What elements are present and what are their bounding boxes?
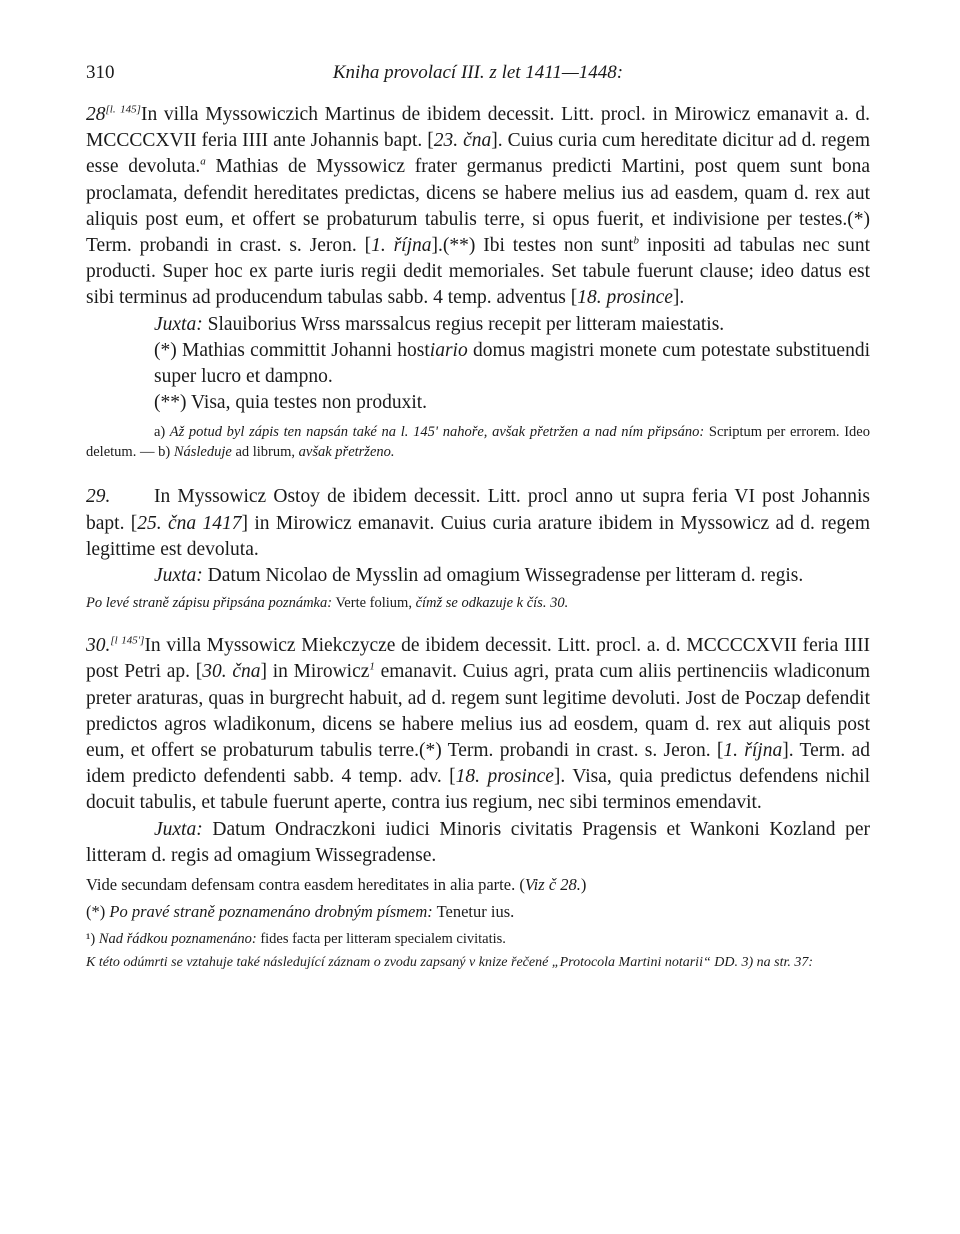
- footnote-italic: Nad řádkou poznamenáno:: [95, 931, 257, 948]
- juxta-text: Datum Nicolao de Mysslin ad omagium Wissegradense per litteram d. regis.: [202, 565, 804, 587]
- footnote-mark: b: [633, 234, 640, 247]
- vide-text: Vide secundam defensam contra easdem hereditates in alia parte. (: [86, 875, 525, 895]
- margin-note: [86, 593, 870, 613]
- date-gloss: 23. čna: [433, 130, 492, 152]
- juxta-line: [86, 312, 870, 338]
- juxta-line: [86, 563, 870, 589]
- footnote-mark: a): [154, 424, 166, 441]
- note-text: domus magistri monete cum potestate substituendi super lucro et dampno.: [154, 339, 870, 388]
- note-italic: Po levé straně zápisu připsána poznámka:: [86, 595, 333, 612]
- body-text: ]. Visa, quia predictus defendens nichil docuit tabulis, et tabule fuerunt aperte, contra ius regium, nec sibi terminos emendavit.: [86, 766, 870, 814]
- juxta-label: Juxta:: [154, 313, 203, 335]
- entry-28: [86, 102, 870, 462]
- body-text: ] in Mirowicz: [260, 661, 370, 683]
- entry-number: 28: [86, 104, 106, 125]
- juxta-text: Datum Ondraczkoni iudici Minoris civitatis Pragensis et Wankoni Kozland per litteram d. regis ad omagium Wissegradense.: [86, 818, 870, 866]
- body-text: In villa Myssowicz Miekczycze de ibidem decessit. Litt. procl. a. d. MCCCCXVII feria IIII post Petri ap. [: [86, 635, 870, 683]
- body-text: ]. Term. ad idem predicto defendenti sabb. 4 temp. adv. [: [86, 740, 870, 788]
- footnote-text: fides facta per litteram specialem civitatis.: [256, 931, 506, 948]
- star-note: [86, 338, 870, 390]
- body-text: ] in Mirowicz emanavit. Cuius curia arature ibidem in Myssowicz ad d. regem legittime est devoluta.: [86, 512, 871, 560]
- folio-reference: [l. 145]: [105, 103, 141, 116]
- note-italic: čímž se odkazuje k čís. 30.: [415, 595, 569, 612]
- footnote-italic: Až potud byl zápis ten napsán také na l. 145' nahoře, avšak přetržen a nad ním připsáno:: [165, 424, 705, 441]
- juxta-label: Juxta:: [154, 818, 203, 840]
- date-gloss: 1. října: [371, 235, 432, 257]
- footnote-mark: 1: [369, 660, 375, 673]
- star-note: [86, 900, 870, 923]
- body-text: In villa Myssowiczich Martinus de ibidem decessit. Litt. procl. in Mirowicz emanavit a. d. MCCCCXVII feria IIII ante Johannis bapt. [: [86, 104, 870, 152]
- juxta-label: Juxta:: [154, 565, 203, 587]
- date-gloss: 30. čna: [202, 661, 261, 683]
- footnote-italic: avšak přetrženo.: [298, 444, 395, 461]
- note-text: Verte folium,: [332, 595, 416, 612]
- footnote-mark: a: [200, 155, 206, 168]
- body-text: inpositi ad tabulas nec sunt producti. Super hoc ex parte iuris regii dedit memoriales. Set tabule fuerunt clause; ideo datus est sibi terminus ad producendum tabulas sabb. 4 temp. adventus [: [86, 235, 870, 309]
- footnote-block: [86, 422, 870, 462]
- footnote-text: Scriptum per errorem. Ideo deletum. —: [86, 424, 870, 461]
- page-number: 310: [86, 62, 115, 83]
- footnote-mark: b): [158, 444, 171, 461]
- vide-text: ): [580, 875, 587, 895]
- footnote-mark: ¹): [86, 931, 96, 948]
- vide-italic: Viz č 28.: [524, 875, 581, 895]
- entry-number: 30.: [86, 635, 111, 657]
- entry-30: [86, 633, 870, 973]
- body-text: Mathias de Myssowicz frater germanus predicti Martini, post quem sunt bona proclamata, defendit hereditates predictas, dicens se habere melius ius ad easdem, quam d. rex aut aliquis post eum, et offert se probaturum tabulis terre, si opus fuerit, et indivisione per testes.(*) Term. probandi in crast. s. Jeron. [: [86, 156, 870, 257]
- folio-reference: [l 145']: [110, 634, 145, 647]
- body-text: ]. Cuius curia cum hereditate dicitur ad d. regem esse devoluta.: [86, 130, 871, 178]
- date-gloss: 25. čna 1417: [137, 512, 242, 534]
- entry-29-body: [86, 484, 870, 563]
- note-italic: iario: [429, 339, 468, 361]
- page-header: [86, 62, 870, 102]
- note-text: (*) Mathias committit Johanni host: [154, 339, 430, 361]
- note-text: (*): [86, 902, 110, 922]
- document-page: [86, 62, 870, 973]
- note-italic: Po pravé straně poznamenáno drobným písmem:: [109, 902, 433, 922]
- footnote-text: ad librum,: [231, 444, 299, 461]
- entry-28-body: [86, 102, 870, 312]
- date-gloss: 1. října: [723, 740, 783, 762]
- vide-line: [86, 873, 870, 896]
- entry-29: [86, 484, 870, 613]
- note-text: Tenetur ius.: [432, 902, 515, 922]
- entry-30-body: [86, 633, 870, 816]
- footnote-1: [86, 929, 870, 949]
- juxta-text: Slauiborius Wrss marssalcus regius recepit per litteram maiestatis.: [202, 313, 725, 335]
- closing-note: [86, 953, 870, 973]
- date-gloss: 18. prosince: [577, 287, 673, 309]
- body-text: In Myssowicz Ostoy de ibidem decessit. Litt. procl anno ut supra feria VI post Johannis bapt. [: [86, 486, 870, 534]
- body-text: ].(**) Ibi testes non sunt: [431, 235, 634, 257]
- double-star-note: (**) Visa, quia testes non produxit.: [154, 392, 428, 414]
- running-title: Kniha provolací III. z let 1411—1448:: [332, 62, 624, 83]
- date-gloss: 18. prosince: [455, 766, 554, 788]
- juxta-line: [86, 817, 870, 869]
- body-text: ].: [672, 287, 685, 309]
- footnote-italic: Následuje: [170, 444, 232, 461]
- closing-note-text: K této odúmrti se vztahuje také následující záznam o zvodu zapsaný v knize řečené „Protocola Martini notarii“ DD. 3) na str. 37:: [86, 955, 814, 971]
- body-text: emanavit. Cuius agri, prata cum aliis pertinenciis wladiconum preter araturas, quas in burgrecht habuit, ad d. regem sunt legitime devoluti. Jost de Poczap defendit predictos agros wladikonum, dicens se habere melius ius ad eosdem, quam d. rex aut aliquis post eum, et offert se probaturum tabulis terre.(*) Term. probandi in crast. s. Jeron. [: [86, 661, 871, 762]
- entry-number: 29.: [86, 486, 111, 508]
